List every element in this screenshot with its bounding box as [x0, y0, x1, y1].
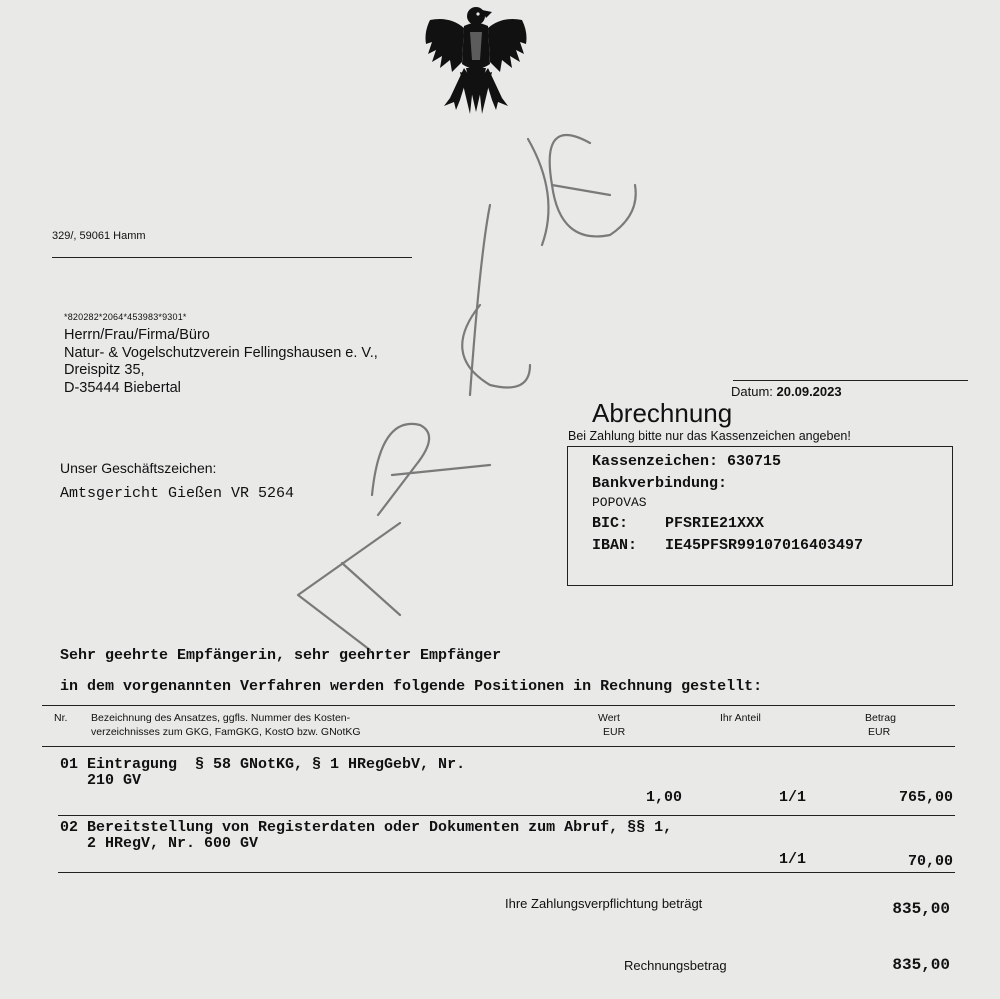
table-row-1-betrag: 765,00: [898, 789, 953, 806]
payment-obligation-value: 835,00: [892, 900, 950, 918]
header-betrag-unit: EUR: [868, 726, 891, 738]
date-rule: [733, 380, 968, 381]
recipient-address: [64, 327, 378, 397]
date-label: Datum:: [731, 384, 773, 399]
kassenzeichen-row: [592, 453, 781, 470]
sender-underline: [52, 257, 412, 258]
table-row-2-desc-2: 2 HRegV, Nr. 600 GV: [60, 835, 259, 852]
header-bezeichnung-2: verzeichnisses zum GKG, FamGKG, KostO bzw. GNotKG: [91, 726, 361, 738]
recipient-street: Dreispitz 35,: [64, 362, 145, 378]
bank-details-box: [567, 446, 953, 586]
kassenzeichen-label: Kassenzeichen:: [592, 453, 719, 470]
table-row-1-anteil: 1/1: [778, 789, 806, 806]
bankverbindung-label: Bankverbindung:: [592, 475, 728, 492]
header-wert: Wert: [598, 712, 620, 724]
invoice-total-label: Rechnungsbetrag: [624, 958, 727, 973]
bic-row: [592, 515, 764, 532]
document-title: Abrechnung: [592, 398, 733, 428]
bank-name: POPOVAS: [592, 495, 647, 510]
table-row-1-desc-1: 01 Eintragung § 58 GNotKG, § 1 HRegGebV, Nr.: [60, 756, 466, 773]
payment-hint: Bei Zahlung bitte nur das Kassenzeichen angeben!: [568, 429, 851, 443]
payment-obligation-label: Ihre Zahlungsverpflichtung beträgt: [505, 896, 703, 911]
recipient-salutation: Herrn/Frau/Firma/Büro: [64, 327, 210, 343]
iban-row: [592, 537, 863, 554]
header-betrag: Betrag: [865, 712, 896, 724]
row-divider: [58, 815, 955, 816]
recipient-barcode-text: *820282*2064*453983*9301*: [64, 312, 187, 322]
kassenzeichen-value: 630715: [727, 453, 782, 470]
recipient-city: D-35444 Biebertal: [64, 379, 181, 396]
reference-label: Unser Geschäftszeichen:: [60, 460, 217, 476]
invoice-total-value: 835,00: [892, 956, 950, 974]
header-bezeichnung-1: Bezeichnung des Ansatzes, ggfls. Nummer des Kosten-: [91, 712, 351, 724]
header-wert-unit: EUR: [603, 726, 626, 738]
iban-label: IBAN:: [592, 537, 638, 554]
greeting: Sehr geehrte Empfängerin, sehr geehrter Empfänger: [60, 647, 502, 664]
table-header-rule: [42, 746, 955, 747]
header-nr: Nr.: [54, 712, 68, 724]
invoice-date: [731, 384, 842, 399]
table-row-2-betrag: 70,00: [907, 853, 953, 870]
reference-value: Amtsgericht Gießen VR 5264: [60, 485, 295, 502]
table-bottom-rule: [58, 872, 955, 873]
header-anteil: Ihr Anteil: [720, 712, 761, 724]
bic-value: PFSRIE21XXX: [665, 515, 765, 532]
intro-text: in dem vorgenannten Verfahren werden folgende Positionen in Rechnung gestellt:: [60, 678, 763, 695]
iban-value: IE45PFSR99107016403497: [665, 537, 864, 554]
table-row-2-desc-1: 02 Bereitstellung von Registerdaten oder Dokumenten zum Abruf, §§ 1,: [60, 819, 673, 836]
recipient-name: Natur- & Vogelschutzverein Fellingshausen e. V.,: [64, 344, 378, 361]
table-top-rule: [42, 705, 955, 706]
sender-address-line: 329/, 59061 Hamm: [52, 230, 146, 242]
bic-label: BIC:: [592, 515, 629, 532]
table-row-1-wert: 1,00: [645, 789, 682, 806]
table-row-2-anteil: 1/1: [778, 851, 806, 868]
date-value: 20.09.2023: [776, 384, 842, 399]
table-row-1-desc-2: 210 GV: [60, 772, 142, 789]
